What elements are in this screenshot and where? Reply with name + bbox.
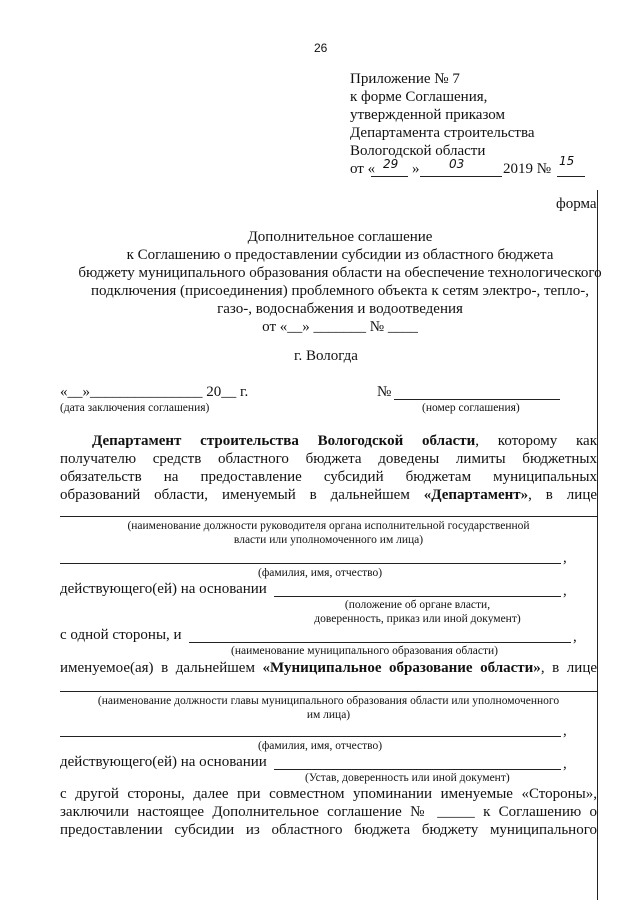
title-line: Дополнительное соглашение [247,229,433,245]
comma: , [563,550,567,566]
named-text: , в лице [540,660,597,676]
appendix-line: к форме Соглашения, [350,89,488,105]
appendix-line: Вологодской области [350,143,486,159]
department-alias: «Департамент» [423,487,529,503]
page-number: 26 [314,41,328,55]
form-label: форма [556,196,597,212]
final-line-2: заключили настоящее Дополнительное соглашение № _____ к Соглашению о [60,804,597,820]
fill-line [60,736,561,737]
comma: , [563,723,567,739]
title-line: газо-, водоснабжения и водоотведения [217,301,463,317]
fill-line [274,769,561,770]
appendix-block [350,70,535,160]
final-line-3: предоставлении субсидии из областного бюджета бюджету муниципального [60,822,597,838]
caption-line: (положение об органе власти, [344,599,491,611]
appendix-date-mid: » [412,161,420,177]
p1-line-1 [92,432,597,450]
caption-fio-2: (фамилия, имя, отчество) [258,740,383,752]
city: г. Вологда [294,348,358,364]
named-text: именуемое(ая) в дальнейшем [60,660,263,676]
caption-line: доверенность, приказ или иной документ) [314,613,521,625]
municipality-alias: «Муниципальное образование области» [262,660,541,676]
named-line [60,659,597,677]
fill-line [60,516,597,517]
title-line: подключения (присоединения) проблемного объекта к сетям электро-, тепло-, [91,283,589,299]
title-line: к Соглашению о предоставлении субсидии из областного бюджета [126,247,554,263]
acting-basis-1: действующего(ей) на основании [60,581,267,597]
comma: , [563,756,567,772]
caption-line: (наименование должности главы муниципального образования области или уполномоченного [97,695,560,707]
one-side: с одной стороны, и [60,627,182,643]
agreement-date: «__»_______________ 20__ г. [60,384,249,400]
fill-line [60,691,597,692]
caption-fio-1: (фамилия, имя, отчество) [258,567,383,579]
p1-text: образований области, именуемый в дальнейшем [60,487,424,503]
appendix-date-prefix: от « [350,161,376,177]
appendix-date-day: 29 [383,157,399,171]
appendix-date-year: 2019 № [503,161,552,177]
fill-line [274,596,561,597]
acting-basis-2: действующего(ей) на основании [60,754,267,770]
comma: , [573,629,577,645]
p1-line-3: обязательств на предоставление субсидий бюджетам муниципальных [60,469,597,485]
comma: , [563,583,567,599]
appendix-line: Приложение № 7 [350,71,460,87]
appendix-date-month: 03 [449,157,465,171]
p1-text: , в лице [528,487,598,503]
p1-line-4 [60,486,597,504]
appendix-date-number: 15 [559,154,575,168]
department-name: Департамент строительства Вологодской области [92,433,476,449]
document-title [40,228,640,336]
p1-text: , которому как [475,433,597,449]
caption-line: им лица) [306,709,351,721]
final-line-1: с другой стороны, далее при совместном упоминании именуемые «Стороны», [60,786,597,802]
agreement-number-sign: № [377,384,392,400]
caption-position-1 [60,519,597,547]
fill-line [60,563,561,564]
appendix-line: Департамента строительства [350,125,535,141]
caption-line: власти или уполномоченного им лица) [233,534,424,546]
caption-basis-2: (Устав, доверенность или иной документ) [305,772,510,784]
caption-position-2 [60,694,597,722]
title-line: бюджету муниципального образования области на обеспечение технологического [78,265,602,281]
fill-line [189,642,571,643]
title-line: от «__» _______ № ____ [262,319,418,335]
caption-basis-1 [274,598,561,626]
p1-line-2: получателю средств областного бюджета доведены лимиты бюджетных [60,451,597,467]
date-caption: (дата заключения соглашения) [60,402,210,414]
caption-municipality: (наименование муниципального образования области) [231,645,498,657]
caption-line: (наименование должности руководителя органа исполнительной государственной [127,520,530,532]
number-caption: (номер соглашения) [422,402,520,414]
appendix-line: утвержденной приказом [350,107,506,123]
